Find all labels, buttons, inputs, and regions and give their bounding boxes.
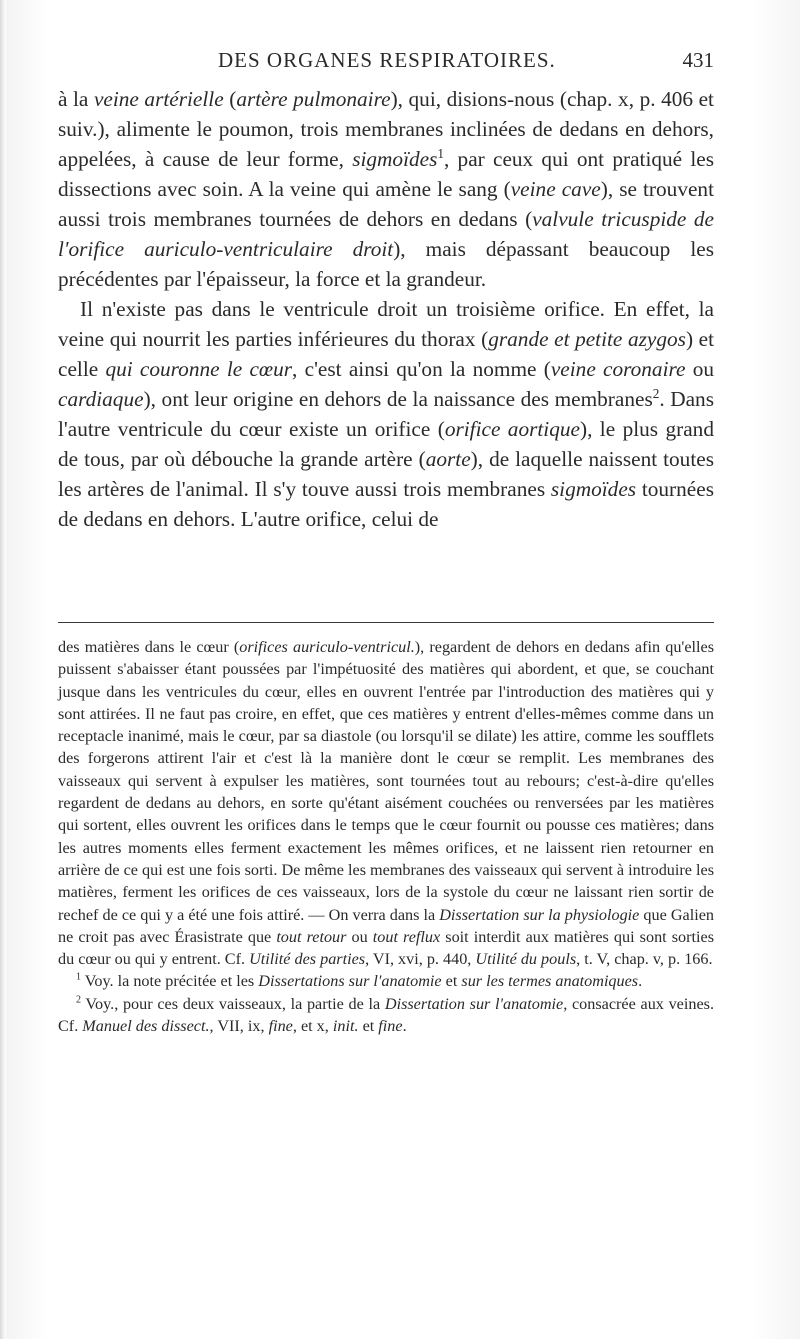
italic-term: init. — [332, 1017, 359, 1036]
text-run: et — [441, 972, 462, 991]
italic-term: sigmoïdes — [550, 477, 637, 501]
footnotes — [58, 636, 714, 1037]
text-run: Voy. la note précitée et les — [81, 972, 259, 991]
text-run: ), de laquelle naissent toutes les artères de l'animal. Il s'y touve aussi trois membranes — [58, 447, 714, 501]
italic-term: tout reflux — [372, 927, 441, 946]
italic-term: grande et petite azygos — [488, 327, 686, 351]
text-run: ), qui, disions-nous (chap. x, p. 406 et suiv.), alimente le poumon, trois membranes inclinées de dedans en dehors, appelées, à cause de leur forme, — [58, 87, 714, 171]
running-head: DES ORGANES RESPIRATOIRES. — [218, 48, 556, 72]
footnote-number: 1 — [76, 972, 82, 984]
text-run: tournées de dedans en dehors. L'autre orifice, celui de — [58, 477, 714, 531]
italic-term: sur les termes anatomiques — [461, 972, 639, 991]
text-run: , par ceux qui ont pratiqué les dissections avec soin. A la veine qui amène le sang ( — [58, 147, 715, 201]
text-run: , et x, — [292, 1017, 333, 1036]
page-header — [58, 48, 714, 76]
footnote-2 — [58, 993, 714, 1038]
italic-term: Utilité du pouls — [475, 950, 577, 969]
footnote-marker: 2 — [652, 385, 660, 401]
italic-term: Utilité des parties — [249, 950, 366, 969]
text-run: que Galien ne croit pas avec Érasistrate que — [58, 905, 714, 946]
text-run: , consacrée aux veines. Cf. — [58, 994, 714, 1036]
italic-term: orifice aortique — [444, 417, 580, 441]
text-run: ) et celle — [58, 327, 714, 381]
text-run: à la — [58, 87, 94, 111]
italic-term: Dissertation sur la physiologie — [439, 905, 640, 924]
text-run: et — [358, 1017, 379, 1036]
main-paragraph-2 — [58, 294, 714, 534]
text-run: . Dans l'autre ventricule du cœur existe un orifice ( — [58, 387, 714, 441]
text-run: ), ont leur origine en dehors de la naissance des membranes — [143, 387, 653, 411]
italic-term: Manuel des dissect. — [82, 1017, 210, 1036]
italic-term: qui couronne le cœur — [105, 357, 293, 381]
page-number: 431 — [682, 48, 714, 72]
text-run: ou — [685, 357, 714, 381]
italic-term: Dissertation sur l'anatomie — [384, 994, 564, 1013]
text-run: Il n'existe pas dans le ventricule droit un troisième orifice. En effet, la veine qui nourrit les parties inférieures du thorax ( — [58, 297, 714, 351]
italic-term: fine — [378, 1017, 403, 1036]
footnote-1 — [58, 970, 714, 992]
italic-term: artère pulmonaire — [236, 87, 391, 111]
footnote-marker: 1 — [437, 145, 444, 161]
italic-term: sigmoïdes — [352, 147, 438, 171]
italic-term: cardiaque — [58, 387, 144, 411]
text-run: , VII, ix, — [209, 1017, 269, 1036]
italic-term: valvule tricuspide de l'orifice auriculo-ventriculaire droit — [58, 207, 715, 261]
text-run: ), regardent de dehors en dedans afin qu'elles puissent s'abaisser étant poussées par l'impétuosité des matières qui abordent, et que, se couchant jusque dans les ventricules du cœur, elles en ouvrent l'entrée par l'introduction des matières qui y sont attirées. Il ne faut pas croire, en effet, que ces matières y entrent d'elles-mêmes comme dans un receptacle inanimé, mais le cœur, par sa diastole (ou lorsqu'il se dilate) les attire, comme les soufflets des forgerons attirent l'air et c'est là la manière dont le cœur se remplit. Les membranes des vaisseaux qui servent à expulser les matières, sont tournées tout au rebours; c'est-à-dire qu'elles regardent de dedans au dehors, en sorte qu'étant aisément couchées ou renversées par les matières qui sortent, elles ouvrent les orifices dans le temps que le cœur fournit ou pousse ces matières; dans les autres moments elles ferment exactement les mêmes orifices, et ne laissent rien retourner en arrière de ce qui est une fois sorti. De même les membranes des vaisseaux qui servent à introduire les matières, ferment les orifices de ces vaisseaux, lors de la systole du cœur ne laissant rien sortir de rechef de ce qui y a été une fois attiré. — On verra dans la — [58, 638, 714, 924]
footnote-separator — [58, 622, 714, 623]
text-run: , t. V, chap. v, p. 166. — [576, 950, 713, 969]
italic-term: veine coronaire — [550, 357, 686, 381]
italic-term: Dissertations sur l'anatomie — [258, 972, 442, 991]
text-run: , VI, xvi, p. 440, — [365, 950, 476, 969]
italic-term: veine artérielle — [93, 87, 224, 111]
text-run: des matières dans le cœur ( — [58, 638, 240, 656]
text-run: ), se trouvent aussi trois membranes tournées de dehors en dedans ( — [58, 177, 714, 231]
text-run: ou — [346, 927, 373, 946]
text-run: ( — [223, 87, 237, 111]
text-run: . — [638, 972, 643, 991]
main-text — [58, 84, 714, 534]
footnote-continuation — [58, 636, 714, 970]
italic-term: fine — [268, 1017, 293, 1036]
text-run: , c'est ainsi qu'on la nomme ( — [292, 357, 551, 381]
text-run: soit interdit aux matières qui sont sorties du cœur ou qui y entrent. Cf. — [58, 927, 714, 969]
text-run: ), le plus grand de tous, par où débouche la grande artère ( — [58, 417, 714, 471]
text-run: ), mais dépassant beaucoup les précédentes par l'épaisseur, la force et la grandeur. — [58, 237, 714, 291]
main-paragraph-1 — [58, 84, 714, 294]
italic-term: aorte — [425, 447, 471, 471]
text-run: Voy., pour ces deux vaisseaux, la partie de la — [81, 994, 385, 1013]
page-edge-shadow — [0, 0, 6, 1339]
italic-term: tout retour — [276, 927, 347, 946]
text-run: . — [402, 1017, 407, 1036]
footnote-number: 2 — [76, 994, 82, 1006]
italic-term: veine cave — [510, 177, 601, 201]
italic-term: orifices auriculo-ventricul. — [239, 638, 415, 656]
